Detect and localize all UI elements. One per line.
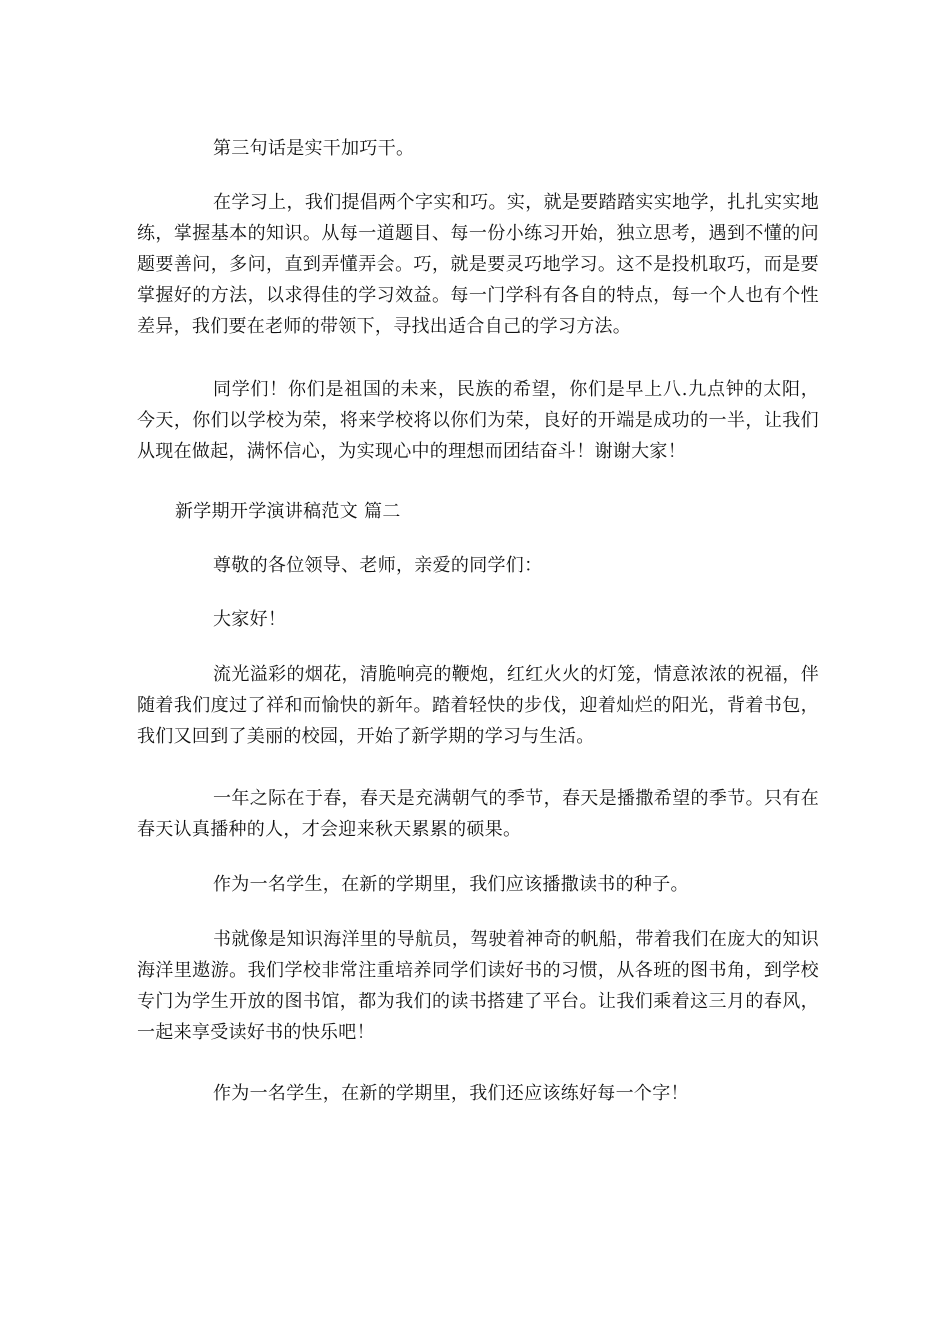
paragraph-study-method: 在学习上，我们提倡两个字实和巧。实，就是要踏踏实实地学，扎扎实实地练，掌握基本的知识。从每一道题目、每一份小练习开始，独立思考，遇到不懂的问题要善问，多问，直到弄懂弄会。巧，就是要灵巧地学习。这不是投机取巧，而是要掌握好的方法，以求得佳的学习效益。每一门学科有各自的特点，每一个人也有个性差异，我们要在老师的带领下，寻找出适合自己的学习方法。 xyxy=(137,192,819,337)
section-heading: 新学期开学演讲稿范文 篇二 xyxy=(175,501,401,522)
paragraph-spring: 一年之际在于春，春天是充满朝气的季节，春天是播撒希望的季节。只有在春天认真播种的人，才会迎来秋天累累的硕果。 xyxy=(137,788,819,840)
paragraph-greeting: 大家好！ xyxy=(213,609,287,630)
paragraph-handwriting: 作为一名学生，在新的学期里，我们还应该练好每一个字！ xyxy=(213,1083,689,1104)
paragraph-new-year: 流光溢彩的烟花，清脆响亮的鞭炮，红红火火的灯笼，情意浓浓的祝福，伴随着我们度过了祥和而愉快的新年。踏着轻快的步伐，迎着灿烂的阳光，背着书包，我们又回到了美丽的校园，开始了新学期的学习与生活。 xyxy=(137,664,819,747)
paragraph-closing: 同学们！你们是祖国的未来，民族的希望，你们是早上八.九点钟的太阳，今天，你们以学校为荣，将来学校将以你们为荣，良好的开端是成功的一半，让我们从现在做起，满怀信心，为实现心中的理想而团结奋斗！谢谢大家！ xyxy=(137,379,819,462)
paragraph-salutation: 尊敬的各位领导、老师，亲爱的同学们： xyxy=(213,555,543,576)
paragraph-reading-seed: 作为一名学生，在新的学期里，我们应该播撒读书的种子。 xyxy=(213,874,689,895)
paragraph-thesis: 第三句话是实干加巧干。 xyxy=(213,138,415,159)
paragraph-books: 书就像是知识海洋里的导航员，驾驶着神奇的帆船，带着我们在庞大的知识海洋里遨游。我们学校非常注重培养同学们读好书的习惯，从各班的图书角，到学校专门为学生开放的图书馆，都为我们的读书搭建了平台。让我们乘着这三月的春风，一起来享受读好书的快乐吧！ xyxy=(137,929,819,1043)
